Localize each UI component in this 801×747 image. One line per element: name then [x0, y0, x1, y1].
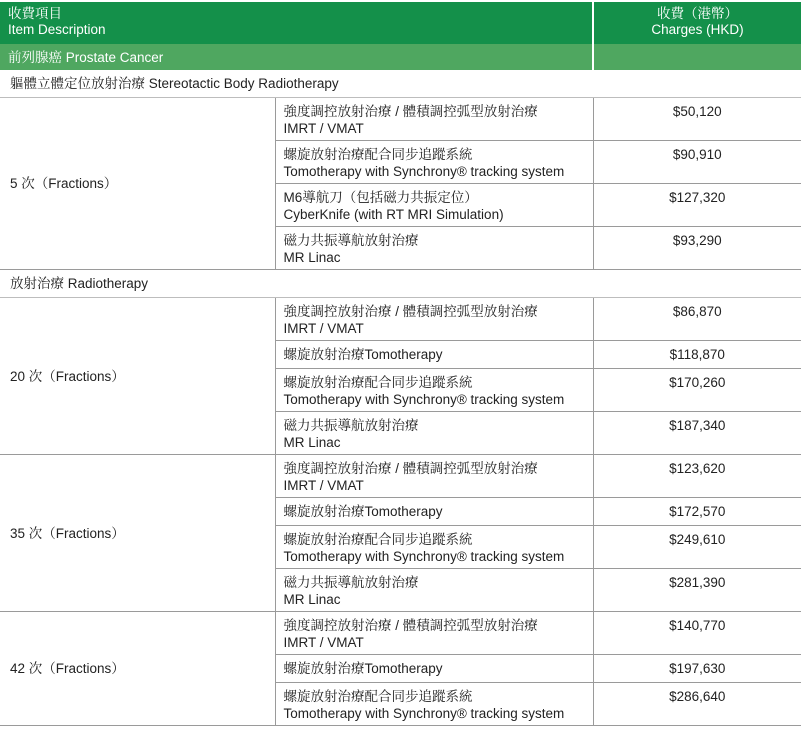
treatment-name-zh: 螺旋放射治療配合同步追蹤系統: [283, 689, 473, 704]
treatment-description: [275, 298, 593, 341]
treatment-row: [0, 612, 801, 655]
treatment-name-en: IMRT / VMAT: [283, 478, 364, 493]
treatment-name-zh: 強度調控放射治療 / 體積調控弧型放射治療: [283, 304, 538, 319]
header-item-zh: 收費項目: [8, 6, 62, 21]
treatment-price: $123,620: [593, 455, 801, 498]
treatment-name-zh: 螺旋放射治療Tomotherapy: [283, 347, 443, 362]
treatment-price: $93,290: [593, 227, 801, 270]
header-charges: [593, 2, 801, 44]
treatment-description: [275, 455, 593, 498]
treatment-name-en: CyberKnife (with RT MRI Simulation): [283, 207, 504, 222]
treatment-name-zh: 磁力共振導航放射治療: [283, 418, 419, 433]
group-title-row: [0, 70, 801, 98]
treatment-price: $50,120: [593, 98, 801, 141]
group-title-row: [0, 270, 801, 298]
treatment-name-zh: 強度調控放射治療 / 體積調控弧型放射治療: [283, 618, 538, 633]
treatment-row: [0, 455, 801, 498]
treatment-name-zh: 螺旋放射治療Tomotherapy: [283, 661, 443, 676]
treatment-row: [0, 98, 801, 141]
treatment-name-zh: M6導航刀（包括磁力共振定位）: [283, 190, 478, 205]
treatment-name-zh: 螺旋放射治療Tomotherapy: [283, 504, 443, 519]
treatment-name-en: Tomotherapy with Synchrony® tracking system: [283, 549, 565, 564]
section-row: [0, 44, 801, 70]
treatment-name-zh: 螺旋放射治療配合同步追蹤系統: [283, 532, 473, 547]
treatment-description: [275, 184, 593, 227]
treatment-name-en: MR Linac: [283, 435, 341, 450]
treatment-description: [275, 683, 593, 726]
treatment-price: $170,260: [593, 369, 801, 412]
header-item-description: [0, 2, 593, 44]
treatment-name-zh: 螺旋放射治療配合同步追蹤系統: [283, 147, 473, 162]
treatment-name-zh: 強度調控放射治療 / 體積調控弧型放射治療: [283, 104, 538, 119]
header-charges-zh: 收費（港幣）: [657, 6, 739, 21]
treatment-price: $281,390: [593, 569, 801, 612]
treatment-description: [275, 341, 593, 369]
charges-table-body: [0, 2, 801, 726]
treatment-description: [275, 569, 593, 612]
treatment-description: [275, 141, 593, 184]
fractions-cell: 35 次（Fractions）: [0, 455, 275, 612]
fractions-cell: 5 次（Fractions）: [0, 98, 275, 270]
table-header: [0, 2, 801, 44]
treatment-name-en: Tomotherapy with Synchrony® tracking system: [283, 706, 565, 721]
treatment-price: $140,770: [593, 612, 801, 655]
treatment-name-zh: 強度調控放射治療 / 體積調控弧型放射治療: [283, 461, 538, 476]
treatment-price: $127,320: [593, 184, 801, 227]
header-charges-en: Charges (HKD): [651, 22, 744, 37]
treatment-name-en: MR Linac: [283, 250, 341, 265]
treatment-description: [275, 369, 593, 412]
treatment-description: [275, 655, 593, 683]
treatment-description: [275, 612, 593, 655]
treatment-description: [275, 412, 593, 455]
treatment-name-en: Tomotherapy with Synchrony® tracking system: [283, 392, 565, 407]
treatment-name-zh: 螺旋放射治療配合同步追蹤系統: [283, 375, 473, 390]
treatment-name-en: IMRT / VMAT: [283, 121, 364, 136]
treatment-price: $286,640: [593, 683, 801, 726]
treatment-name-zh: 磁力共振導航放射治療: [283, 233, 419, 248]
fractions-cell: 20 次（Fractions）: [0, 298, 275, 455]
treatment-name-en: MR Linac: [283, 592, 341, 607]
treatment-price: $118,870: [593, 341, 801, 369]
section-blank: [593, 44, 801, 70]
treatment-price: $172,570: [593, 498, 801, 526]
treatment-price: $90,910: [593, 141, 801, 184]
treatment-price: $86,870: [593, 298, 801, 341]
treatment-description: [275, 98, 593, 141]
treatment-price: $249,610: [593, 526, 801, 569]
treatment-name-en: IMRT / VMAT: [283, 635, 364, 650]
treatment-description: [275, 498, 593, 526]
treatment-name-en: IMRT / VMAT: [283, 321, 364, 336]
header-item-en: Item Description: [8, 22, 106, 37]
treatment-row: [0, 298, 801, 341]
section-title: 前列腺癌 Prostate Cancer: [0, 44, 593, 70]
treatment-description: [275, 526, 593, 569]
treatment-name-en: Tomotherapy with Synchrony® tracking system: [283, 164, 565, 179]
charges-table: [0, 2, 801, 726]
treatment-description: [275, 227, 593, 270]
fractions-cell: 42 次（Fractions）: [0, 612, 275, 726]
treatment-price: $197,630: [593, 655, 801, 683]
group-title: 軀體立體定位放射治療 Stereotactic Body Radiotherapy: [0, 70, 801, 98]
treatment-name-zh: 磁力共振導航放射治療: [283, 575, 419, 590]
group-title: 放射治療 Radiotherapy: [0, 270, 801, 298]
treatment-price: $187,340: [593, 412, 801, 455]
